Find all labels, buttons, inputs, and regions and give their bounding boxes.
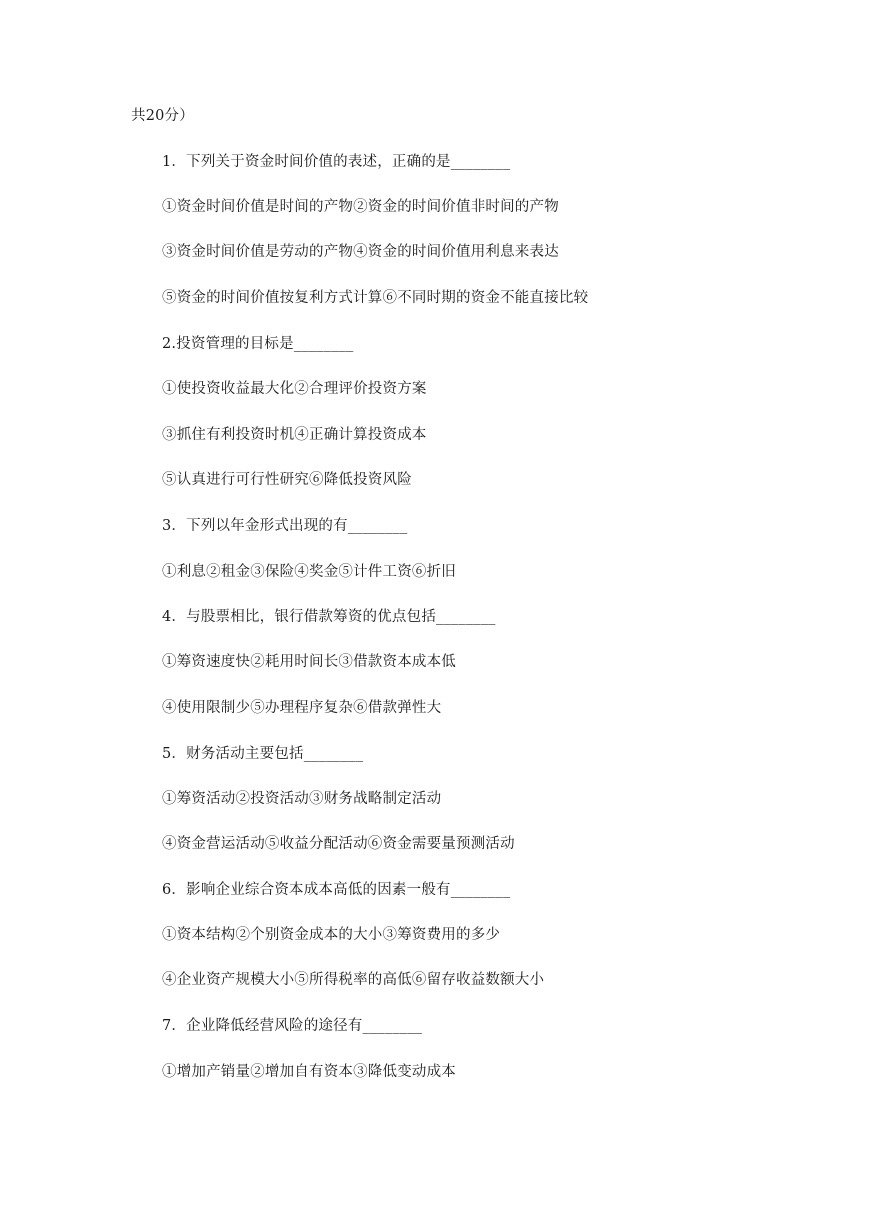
question-1-options-b: ③资金时间价值是劳动的产物④资金的时间价值用利息来表达 <box>162 244 559 260</box>
question-2-options-c: ⑤认真进行可行性研究⑥降低投资风险 <box>162 472 412 488</box>
question-4-stem: 4．与股票相比，银行借款筹资的优点包括________ <box>162 609 496 625</box>
question-3-options: ①利息②租金③保险④奖金⑤计件工资⑥折旧 <box>162 564 456 580</box>
question-3-stem: 3．下列以年金形式出现的有________ <box>162 518 408 534</box>
question-2-stem: 2.投资管理的目标是________ <box>162 336 354 352</box>
question-1-options-c: ⑤资金的时间价值按复利方式计算⑥不同时期的资金不能直接比较 <box>162 290 589 306</box>
question-6-options-a: ①资本结构②个别资金成本的大小③筹资费用的多少 <box>162 927 501 943</box>
question-6-options-b: ④企业资产规模大小⑤所得税率的高低⑥留存收益数额大小 <box>162 972 545 988</box>
question-7-stem: 7．企业降低经营风险的途径有________ <box>162 1018 423 1034</box>
question-1-stem: 1．下列关于资金时间价值的表述，正确的是________ <box>162 154 511 170</box>
question-5-options-a: ①筹资活动②投资活动③财务战略制定活动 <box>162 791 442 807</box>
question-6-stem: 6．影响企业综合资本成本高低的因素一般有________ <box>162 882 511 898</box>
section-header: 共20分） <box>131 108 194 124</box>
question-1-options-a: ①资金时间价值是时间的产物②资金的时间价值非时间的产物 <box>162 199 559 215</box>
question-5-stem: 5．财务活动主要包括________ <box>162 746 364 762</box>
question-7-options: ①增加产销量②增加自有资本③降低变动成本 <box>162 1064 456 1080</box>
question-5-options-b: ④资金营运活动⑤收益分配活动⑥资金需要量预测活动 <box>162 836 515 852</box>
question-2-options-a: ①使投资收益最大化②合理评价投资方案 <box>162 381 427 397</box>
question-2-options-b: ③抓住有利投资时机④正确计算投资成本 <box>162 427 427 443</box>
question-4-options-b: ④使用限制少⑤办理程序复杂⑥借款弹性大 <box>162 700 442 716</box>
question-4-options-a: ①筹资速度快②耗用时间长③借款资本成本低 <box>162 654 456 670</box>
